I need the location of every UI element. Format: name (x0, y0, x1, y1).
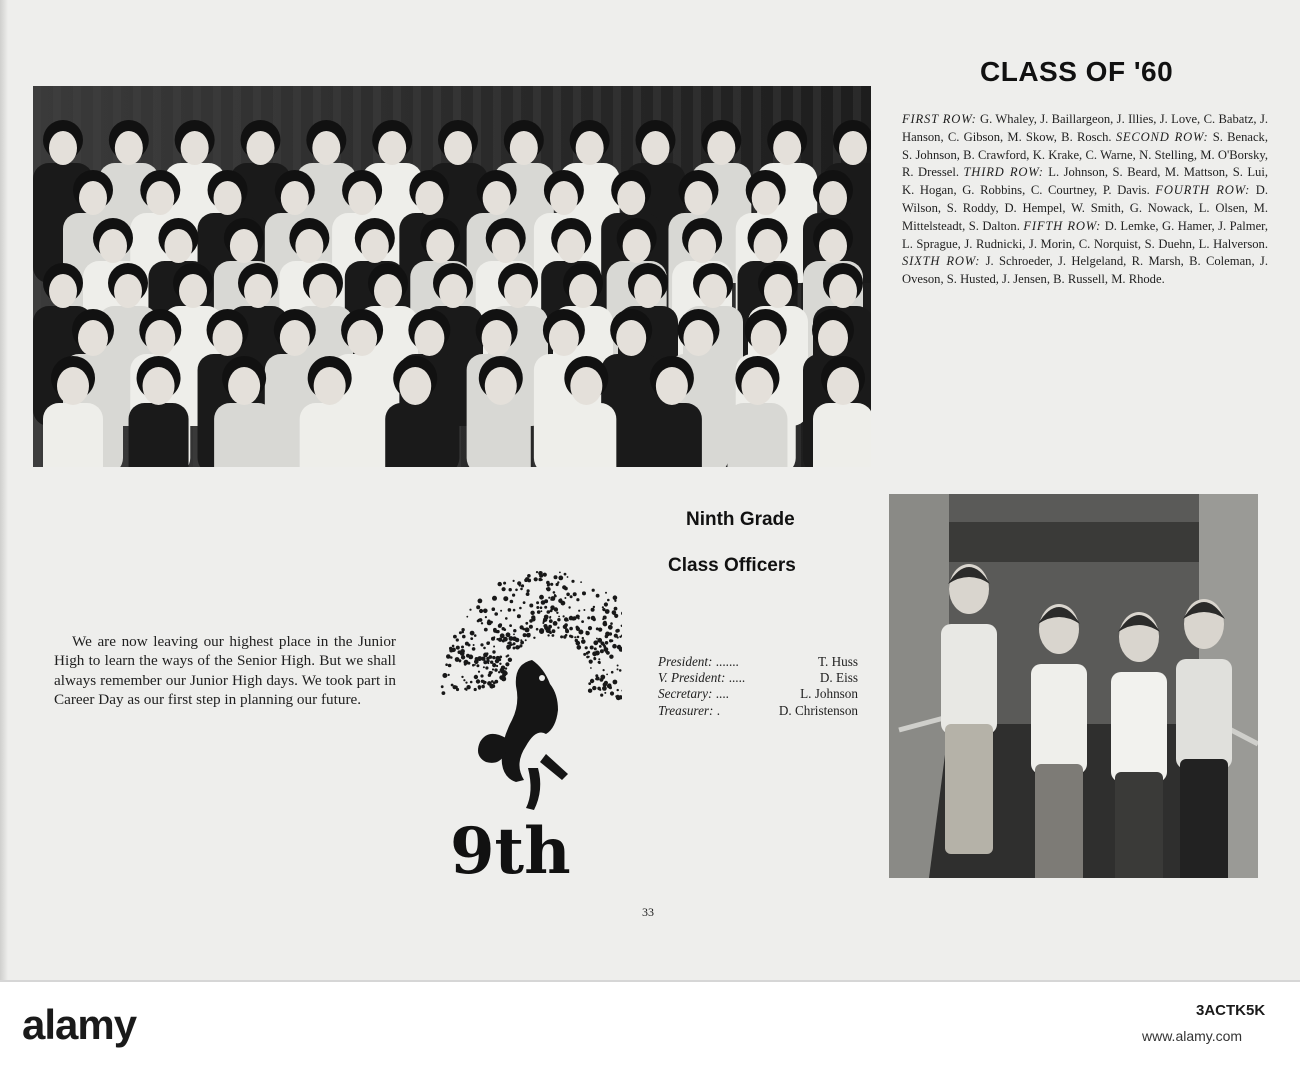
officer-name: D. Eiss (819, 670, 858, 686)
class-group-photo (33, 86, 871, 467)
officer-role: Treasurer: (658, 702, 714, 718)
officer-name: D. Christenson (778, 702, 858, 718)
officers-heading: Class Officers (668, 555, 796, 576)
leader-dots: . (716, 702, 721, 718)
officer-role: V. President: (658, 670, 726, 686)
officer-role: President: (658, 654, 713, 669)
roster-row-names: D. Lemke, G. Hamer, J. Palmer, L. Sprague, J. Rudnicki, J. Morin, C. Norquist, S. Duehn, L. Halverson. (902, 218, 1268, 251)
stock-site-url: www.alamy.com (1142, 1028, 1243, 1044)
blurb-text: We are now leaving our highest place in the Junior High to learn the ways of the Senior High. But we shall always remember our Junior High days. We took part in Career Day as our first step in planning our future. (54, 633, 396, 709)
roster-row-label: FIFTH ROW: (1023, 218, 1102, 233)
roster-row-names: G. Whaley, J. Baillargeon, J. Illies, J. Love, C. Babatz, J. Hanson, C. Gibson, M. Skow, B. Rosch. (902, 112, 1268, 144)
leader-dots: .... (715, 686, 729, 702)
officer-role: Secretary: (658, 686, 713, 702)
book-spine-shadow (0, 0, 8, 980)
roster-row-names: J. Schroeder, J. Helgeland, R. Marsh, B. Coleman, J. Oveson, S. Husted, J. Jensen, B. Russell, M. Rhode. (902, 254, 1268, 287)
roster-row-names: D. Wilson, S. Roddy, D. Hempel, W. Smith, G. Nowack, L. Olsen, M. Mittelsteadt, S. Dalton. (902, 183, 1268, 233)
roster-row-label: THIRD ROW: (963, 165, 1044, 180)
officers-stairwell-photo (889, 494, 1258, 878)
class-title: CLASS OF '60 (980, 56, 1174, 87)
page-number: 33 (642, 905, 654, 919)
roster-row-names: L. Johnson, S. Beard, M. Mattson, S. Lui, K. Hogan, G. Robbins, C. Courtney, P. Davis. (902, 165, 1269, 198)
officer-name: L. Johnson (800, 686, 858, 702)
class-blurb (54, 632, 396, 710)
ninth-grade-mascot-logo (436, 568, 622, 884)
roster-row-names: S. Benack, S. Johnson, B. Crawford, K. Krake, C. Warne, N. Stelling, M. O'Borsky, R. Dressel. (902, 129, 1269, 180)
officers-list (658, 654, 858, 719)
officer-name: T. Huss (817, 654, 858, 669)
stock-image-id: 3ACTK5K (1196, 1002, 1266, 1019)
officer-row (658, 654, 858, 670)
watermark-footer (0, 980, 1300, 1070)
officer-row (658, 703, 858, 719)
roster-row-label: SIXTH ROW: (902, 254, 981, 269)
footer-divider (0, 980, 1300, 982)
roster-row-label: SECOND ROW: (1115, 129, 1209, 144)
roster-row-label: FOURTH ROW: (1155, 183, 1251, 198)
class-roster (902, 111, 1268, 289)
stock-brand-logo: alamy (22, 1001, 137, 1048)
officer-row (658, 670, 858, 686)
roster-row-label: FIRST ROW: (902, 112, 977, 126)
officers-heading-grade: Ninth Grade (686, 509, 795, 530)
leader-dots: ....... (715, 654, 739, 669)
leader-dots: ..... (728, 670, 746, 686)
officer-row (658, 686, 858, 702)
logo-text: 9th (450, 814, 571, 884)
